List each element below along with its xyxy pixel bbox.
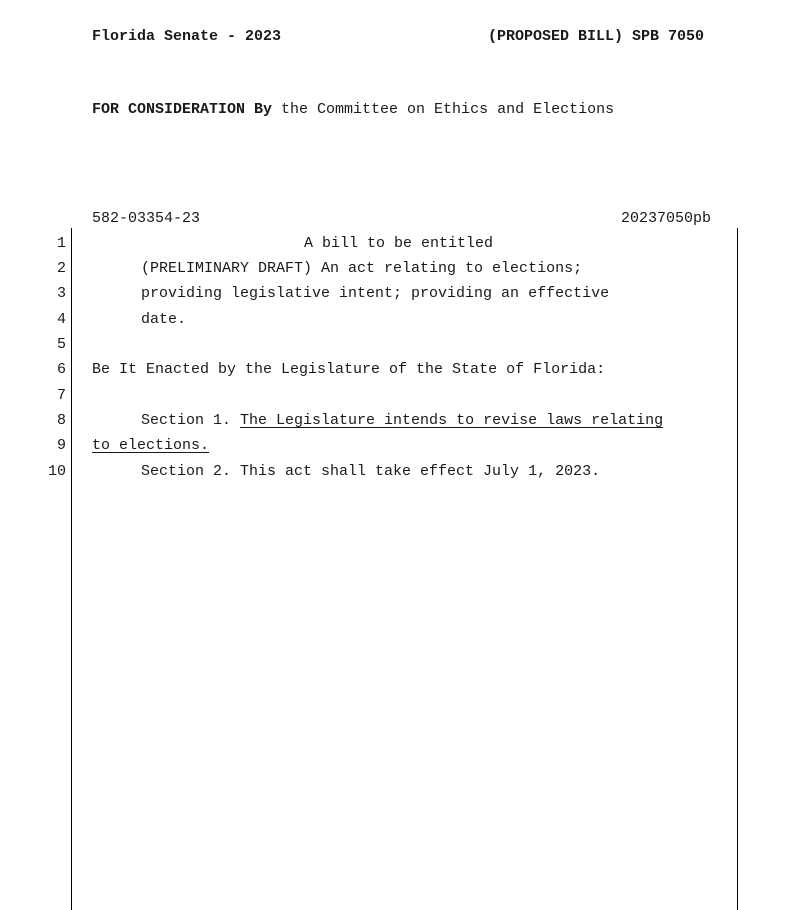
consideration-prefix: FOR CONSIDERATION By xyxy=(92,101,273,118)
line-number: 5 xyxy=(56,336,66,353)
document-code-right: 20237050pb xyxy=(621,210,712,227)
enacting-clause: Be It Enacted by the Legislature of the State of Florida: xyxy=(92,361,606,378)
consideration-committee: the Committee on Ethics and Elections xyxy=(272,101,615,118)
line-number: 6 xyxy=(56,361,66,378)
consideration-line xyxy=(92,101,614,119)
bill-title-line: A bill to be entitled xyxy=(304,235,494,252)
chamber-title: Florida Senate - 2023 xyxy=(92,28,282,45)
section-2-line: Section 2. This act shall take effect July 1, 2023. xyxy=(141,463,601,480)
line-number: 7 xyxy=(56,387,66,404)
line-number: 8 xyxy=(56,412,66,429)
section-1-inserted-text: The Legislature intends to revise laws relating xyxy=(240,412,664,429)
section-1-inserted-text-continued: to elections. xyxy=(92,437,210,454)
line-number: 2 xyxy=(56,260,66,277)
bill-text-line: (PRELIMINARY DRAFT) An act relating to elections; xyxy=(141,260,583,277)
left-margin-rule xyxy=(71,228,72,910)
right-margin-rule xyxy=(737,228,738,910)
line-number: 9 xyxy=(56,437,66,454)
section-1-label: Section 1. xyxy=(141,412,241,429)
section-1-line xyxy=(141,412,663,430)
bill-text-line: providing legislative intent; providing an effective xyxy=(141,285,610,302)
document-code-left: 582-03354-23 xyxy=(92,210,201,227)
line-number: 4 xyxy=(56,311,66,328)
line-number: 3 xyxy=(56,285,66,302)
bill-id: (PROPOSED BILL) SPB 7050 xyxy=(488,28,705,45)
line-number: 10 xyxy=(47,463,66,480)
bill-text-line: date. xyxy=(141,311,187,328)
line-number: 1 xyxy=(56,235,66,252)
